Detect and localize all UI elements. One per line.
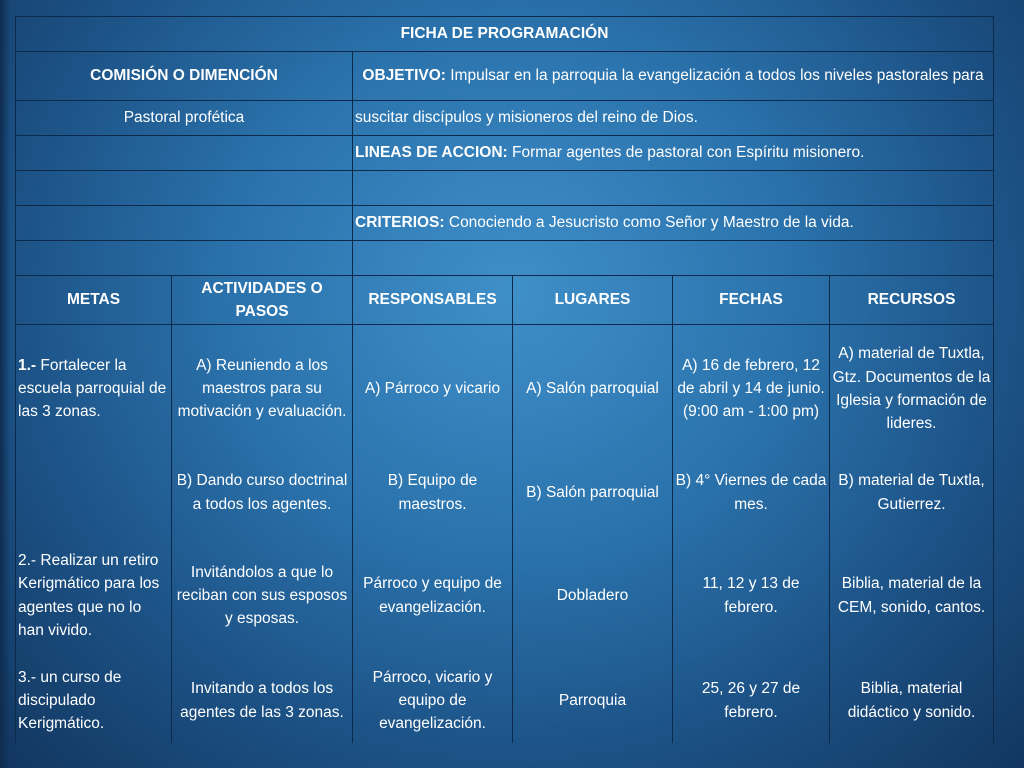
comision-value: Pastoral profética: [16, 101, 353, 136]
responsable-cell: A) Párroco y vicario: [353, 325, 513, 453]
table-row: [16, 533, 994, 659]
lineas-row: [16, 136, 994, 171]
meta-text: Fortalecer la escuela parroquial de las 3 zonas.: [18, 356, 167, 421]
col-header-metas: METAS: [16, 276, 172, 325]
responsable-cell: Párroco, vicario y equipo de evangelización.: [353, 659, 513, 743]
recurso-cell: A) material de Tuxtla, Gtz. Documentos de la Iglesia y formación de lideres.: [830, 325, 994, 453]
objective-cell: [353, 52, 994, 101]
actividad-cell: A) Reuniendo a los maestros para su motivación y evaluación.: [172, 325, 353, 453]
lugar-cell: Parroquia: [513, 659, 673, 743]
empty-cell: [16, 136, 353, 171]
objective-text: Impulsar en la parroquia la evangelización a todos los niveles pastorales para: [445, 67, 984, 85]
fecha-cell: B) 4° Viernes de cada mes.: [673, 453, 830, 533]
blank-row: [16, 171, 994, 206]
meta-cell: [16, 453, 172, 533]
title-row: [16, 17, 994, 52]
lugar-cell: A) Salón parroquial: [513, 325, 673, 453]
criterios-text: Conociendo a Jesucristo como Señor y Maestro de la vida.: [444, 214, 854, 232]
empty-cell: [353, 171, 994, 206]
actividad-cell: Invitando a todos los agentes de las 3 zonas.: [172, 659, 353, 743]
fecha-cell: A) 16 de febrero, 12 de abril y 14 de junio. (9:00 am - 1:00 pm): [673, 325, 830, 453]
lineas-cell: [353, 136, 994, 171]
sheet-title: FICHA DE PROGRAMACIÓN: [16, 17, 994, 52]
blank-row: [16, 241, 994, 276]
comision-label: COMISIÓN O DIMENCIÓN: [16, 52, 353, 101]
table-row: [16, 325, 994, 453]
meta-cell: 2.- Realizar un retiro Kerigmático para los agentes que no lo han vivido.: [16, 533, 172, 659]
actividad-cell: Invitándolos a que lo reciban con sus esposos y esposas.: [172, 533, 353, 659]
lugar-cell: B) Salón parroquial: [513, 453, 673, 533]
col-header-lugares: LUGARES: [513, 276, 673, 325]
col-header-fechas: FECHAS: [673, 276, 830, 325]
objective-row: [16, 52, 994, 101]
col-header-actividades: ACTIVIDADES O PASOS: [172, 276, 353, 325]
objective-continuation: suscitar discípulos y misioneros del reino de Dios.: [353, 101, 994, 136]
col-header-recursos: RECURSOS: [830, 276, 994, 325]
criterios-cell: [353, 206, 994, 241]
fecha-cell: 25, 26 y 27 de febrero.: [673, 659, 830, 743]
meta-number: 1.-: [18, 356, 37, 374]
objective-label: OBJETIVO:: [362, 67, 446, 85]
slide-edge-shadow: [0, 0, 10, 768]
col-header-responsables: RESPONSABLES: [353, 276, 513, 325]
lineas-label: LINEAS DE ACCION:: [355, 144, 508, 162]
criterios-label: CRITERIOS:: [355, 214, 445, 232]
recurso-cell: Biblia, material de la CEM, sonido, cantos.: [830, 533, 994, 659]
comision-value-row: [16, 101, 994, 136]
empty-cell: [353, 241, 994, 276]
lineas-text: Formar agentes de pastoral con Espíritu misionero.: [507, 144, 865, 162]
recurso-cell: B) material de Tuxtla, Gutierrez.: [830, 453, 994, 533]
meta-cell: [16, 325, 172, 453]
empty-cell: [16, 241, 353, 276]
criterios-row: [16, 206, 994, 241]
responsable-cell: B) Equipo de maestros.: [353, 453, 513, 533]
recurso-cell: Biblia, material didáctico y sonido.: [830, 659, 994, 743]
empty-cell: [16, 206, 353, 241]
lugar-cell: Dobladero: [513, 533, 673, 659]
actividad-cell: B) Dando curso doctrinal a todos los agentes.: [172, 453, 353, 533]
table-row: [16, 659, 994, 743]
responsable-cell: Párroco y equipo de evangelización.: [353, 533, 513, 659]
meta-cell: 3.- un curso de discipulado Kerigmático.: [16, 659, 172, 743]
fecha-cell: 11, 12 y 13 de febrero.: [673, 533, 830, 659]
table-row: [16, 453, 994, 533]
empty-cell: [16, 171, 353, 206]
column-header-row: [16, 276, 994, 325]
programming-sheet-table: [15, 16, 994, 743]
